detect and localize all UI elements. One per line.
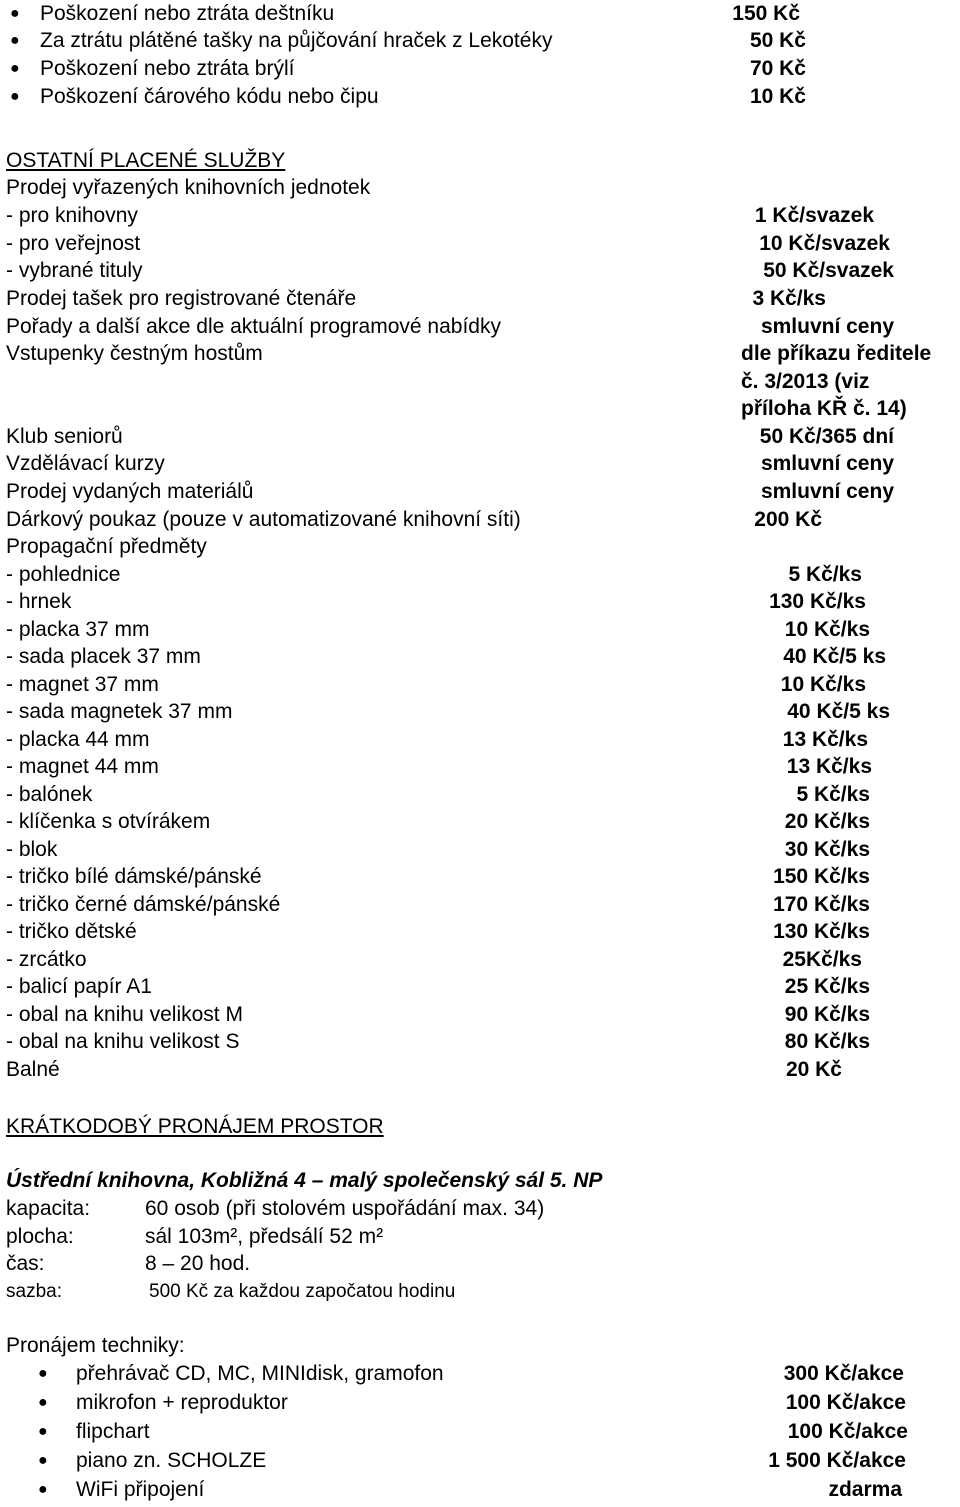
list-item xyxy=(0,1360,960,1387)
row-label: - tričko bílé dámské/pánské xyxy=(6,865,262,888)
item-price: 100 Kč/akce xyxy=(785,1391,906,1414)
table-row xyxy=(0,561,960,588)
row-price: č. 3/2013 (viz xyxy=(741,370,870,393)
table-row xyxy=(0,643,960,670)
bullet-icon: ● xyxy=(10,5,20,22)
bullet-icon: ● xyxy=(38,1423,48,1440)
table-row xyxy=(0,313,960,340)
bullet-icon: ● xyxy=(38,1394,48,1411)
item-price: 50 Kč xyxy=(749,29,806,52)
row-label: Klub seniorů xyxy=(6,425,123,448)
row-label: - balicí papír A1 xyxy=(6,975,152,998)
row-price: 13 Kč/ks xyxy=(782,728,868,751)
row-label: Prodej vydaných materiálů xyxy=(6,480,254,503)
item-price: 70 Kč xyxy=(749,57,806,80)
table-row xyxy=(0,230,960,257)
row-price: 200 Kč xyxy=(754,508,822,531)
row-price: 50 Kč/svazek xyxy=(763,259,894,282)
table-row xyxy=(0,395,960,422)
row-price: 10 Kč/ks xyxy=(780,673,866,696)
row-price: 3 Kč/ks xyxy=(752,287,826,310)
table-row xyxy=(0,450,960,477)
row-label: - sada placek 37 mm xyxy=(6,645,201,668)
row-label: Pořady a další akce dle aktuální programové nabídky xyxy=(6,315,501,338)
row-price: 25 Kč/ks xyxy=(784,975,870,998)
row-price: 170 Kč/ks xyxy=(773,893,870,916)
detail-key: sazba: xyxy=(6,1281,62,1302)
row-price: 40 Kč/5 ks xyxy=(783,645,886,668)
detail-row xyxy=(0,1278,960,1305)
row-price: 1 Kč/svazek xyxy=(754,204,874,227)
row-price: smluvní ceny xyxy=(760,315,894,338)
bullet-icon: ● xyxy=(10,88,20,105)
row-label: - vybrané tituly xyxy=(6,259,143,282)
row-price: 13 Kč/ks xyxy=(786,755,872,778)
row-price: příloha KŘ č. 14) xyxy=(741,397,907,420)
item-price: 1 500 Kč/akce xyxy=(768,1449,906,1472)
row-label: Prodej vyřazených knihovních jednotek xyxy=(6,176,371,199)
table-row xyxy=(0,781,960,808)
row-price: 5 Kč/ks xyxy=(796,783,870,806)
item-label: flipchart xyxy=(76,1420,150,1443)
item-price: 300 Kč/akce xyxy=(783,1362,904,1385)
table-row xyxy=(0,174,960,201)
row-label: - pro veřejnost xyxy=(6,232,141,255)
row-price: 20 Kč xyxy=(785,1058,842,1081)
row-price: 90 Kč/ks xyxy=(784,1003,870,1026)
item-label: piano zn. SCHOLZE xyxy=(76,1449,267,1472)
table-row xyxy=(0,616,960,643)
table-row xyxy=(0,946,960,973)
bullet-icon: ● xyxy=(10,60,20,77)
row-label: - magnet 37 mm xyxy=(6,673,159,696)
row-price: 10 Kč/svazek xyxy=(759,232,890,255)
row-price: 10 Kč/ks xyxy=(784,618,870,641)
row-label: - blok xyxy=(6,838,58,861)
item-label: Za ztrátu plátěné tašky na půjčování hraček z Lekotéky xyxy=(40,29,553,52)
item-label: přehrávač CD, MC, MINIdisk, gramofon xyxy=(76,1362,444,1385)
item-price: 10 Kč xyxy=(749,85,806,108)
table-row xyxy=(0,836,960,863)
row-label: - pro knihovny xyxy=(6,204,138,227)
table-row xyxy=(0,478,960,505)
table-row xyxy=(0,533,960,560)
row-label: - magnet 44 mm xyxy=(6,755,159,778)
table-row xyxy=(0,506,960,533)
row-label: - tričko dětské xyxy=(6,920,137,943)
table-row xyxy=(0,753,960,780)
list-item xyxy=(0,1389,960,1416)
table-row xyxy=(0,698,960,725)
table-row xyxy=(0,1001,960,1028)
table-row xyxy=(0,1028,960,1055)
table-row xyxy=(0,368,960,395)
row-price: 40 Kč/5 ks xyxy=(787,700,890,723)
row-price: smluvní ceny xyxy=(760,480,894,503)
row-price: 130 Kč/ks xyxy=(773,920,870,943)
bullet-icon: ● xyxy=(38,1481,48,1498)
row-label: - pohlednice xyxy=(6,563,121,586)
row-label: - tričko černé dámské/pánské xyxy=(6,893,281,916)
row-price: 5 Kč/ks xyxy=(788,563,862,586)
detail-value: 500 Kč za každou započatou hodinu xyxy=(149,1281,456,1302)
row-label: Dárkový poukaz (pouze v automatizované knihovní síti) xyxy=(6,508,521,531)
row-price: smluvní ceny xyxy=(760,452,894,475)
table-row xyxy=(0,1056,960,1083)
venue-title: Ústřední knihovna, Kobližná 4 – malý společenský sál 5. NP xyxy=(6,1169,603,1192)
list-item xyxy=(0,0,960,27)
row-price: 80 Kč/ks xyxy=(784,1030,870,1053)
row-label: Propagační předměty xyxy=(6,535,207,558)
row-price: dle příkazu ředitele xyxy=(741,342,932,365)
item-price: 100 Kč/akce xyxy=(787,1420,908,1443)
detail-key: kapacita: xyxy=(6,1197,91,1220)
row-label: - zrcátko xyxy=(6,948,87,971)
list-item xyxy=(0,1476,960,1503)
item-label: Poškození nebo ztráta deštníku xyxy=(40,2,335,25)
row-label: Prodej tašek pro registrované čtenáře xyxy=(6,287,357,310)
row-price: 130 Kč/ks xyxy=(769,590,866,613)
item-label: WiFi připojení xyxy=(76,1478,205,1501)
row-label: Vstupenky čestným hostům xyxy=(6,342,263,365)
list-item xyxy=(0,27,960,54)
item-label: Poškození nebo ztráta brýlí xyxy=(40,57,295,80)
detail-key: plocha: xyxy=(6,1225,74,1248)
detail-value: sál 103m², předsálí 52 m² xyxy=(145,1225,384,1248)
table-row xyxy=(0,588,960,615)
detail-row xyxy=(0,1223,960,1250)
table-row xyxy=(0,973,960,1000)
list-item xyxy=(0,1447,960,1474)
table-row xyxy=(0,726,960,753)
bullet-icon: ● xyxy=(38,1365,48,1382)
row-label: Vzdělávací kurzy xyxy=(6,452,165,475)
row-label: - obal na knihu velikost M xyxy=(6,1003,243,1026)
table-row xyxy=(0,423,960,450)
list-item xyxy=(0,55,960,82)
table-row xyxy=(0,808,960,835)
row-price: 150 Kč/ks xyxy=(773,865,870,888)
table-row xyxy=(0,340,960,367)
row-label: - placka 44 mm xyxy=(6,728,150,751)
item-price: zdarma xyxy=(828,1478,902,1501)
table-row xyxy=(0,671,960,698)
row-label: Balné xyxy=(6,1058,60,1081)
detail-value: 60 osob (při stolovém uspořádání max. 34) xyxy=(145,1197,545,1220)
item-price: 150 Kč xyxy=(732,2,800,25)
list-item xyxy=(0,1418,960,1445)
table-row xyxy=(0,257,960,284)
row-label: - sada magnetek 37 mm xyxy=(6,700,233,723)
detail-row xyxy=(0,1250,960,1277)
table-row xyxy=(0,285,960,312)
section-heading-rental: KRÁTKODOBÝ PRONÁJEM PROSTOR xyxy=(6,1115,384,1138)
list-item xyxy=(0,83,960,110)
row-price: 50 Kč/365 dní xyxy=(759,425,894,448)
item-label: Poškození čárového kódu nebo čipu xyxy=(40,85,379,108)
row-label: - balónek xyxy=(6,783,93,806)
table-row xyxy=(0,202,960,229)
row-price: 20 Kč/ks xyxy=(784,810,870,833)
row-label: - klíčenka s otvírákem xyxy=(6,810,211,833)
table-row xyxy=(0,863,960,890)
row-label: - obal na knihu velikost S xyxy=(6,1030,240,1053)
row-price: 30 Kč/ks xyxy=(784,838,870,861)
row-label: - hrnek xyxy=(6,590,72,613)
bullet-icon: ● xyxy=(38,1452,48,1469)
row-price: 25Kč/ks xyxy=(782,948,862,971)
detail-row xyxy=(0,1195,960,1222)
detail-value: 8 – 20 hod. xyxy=(145,1252,251,1275)
detail-key: čas: xyxy=(6,1252,45,1275)
table-row xyxy=(0,891,960,918)
section-heading-other-services: OSTATNÍ PLACENÉ SLUŽBY xyxy=(6,149,286,172)
table-row xyxy=(0,918,960,945)
bullet-icon: ● xyxy=(10,32,20,49)
row-label: - placka 37 mm xyxy=(6,618,150,641)
tech-heading: Pronájem techniky: xyxy=(6,1334,185,1357)
item-label: mikrofon + reproduktor xyxy=(76,1391,288,1414)
